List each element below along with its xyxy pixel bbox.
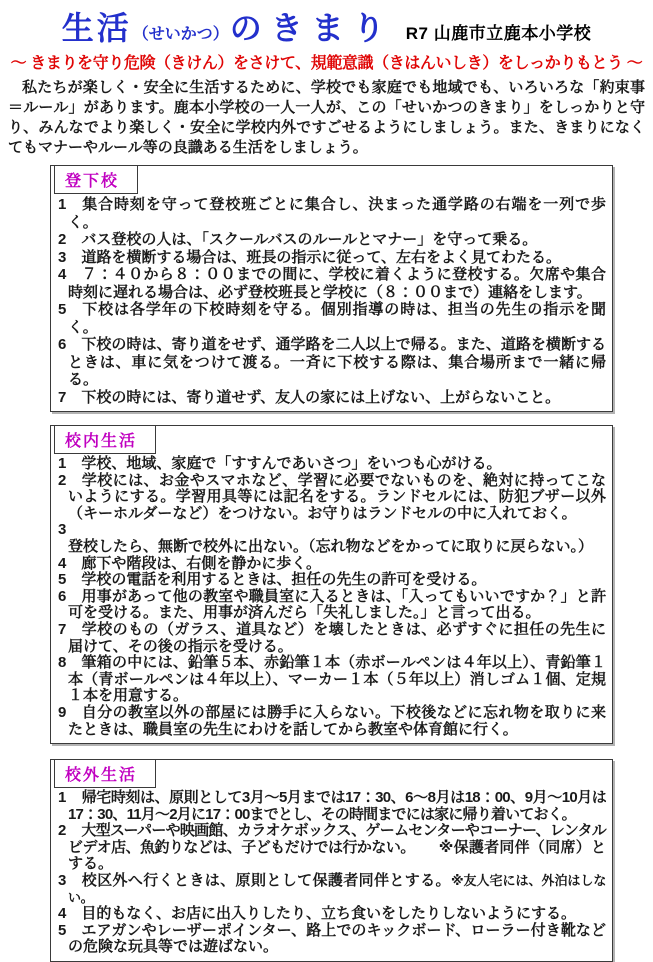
item-number: 7 — [58, 620, 67, 638]
item-text: バス登校の人は、「スクールバスのルールとマナー」を守って乗る。 — [81, 231, 538, 248]
rule-item — [58, 456, 606, 473]
item-number: 1 — [58, 196, 67, 213]
title-line — [0, 3, 653, 49]
item-number: 5 — [58, 301, 67, 318]
item-number: 2 — [58, 231, 67, 248]
sections — [0, 165, 653, 962]
rule-item — [58, 572, 606, 589]
item-text: エアガンやレーザーポインター、路上でのキックボード、ローラー付き靴などの危険な玩具等では遊ばない。 — [68, 921, 606, 956]
item-number: 2 — [58, 822, 67, 840]
item-number: 4 — [58, 266, 67, 283]
item-number: 5 — [58, 921, 67, 939]
rule-item — [58, 655, 606, 705]
item-number: 5 — [58, 571, 67, 589]
item-text: 下校は各学年の下校時刻を守る。個別指導の時は、担当の先生の指示を聞く。 — [68, 301, 606, 336]
section-box — [50, 165, 613, 412]
rule-item — [58, 249, 606, 267]
rule-item — [58, 556, 606, 573]
section-heading-label: 校外生活 — [65, 767, 138, 785]
section-heading — [54, 166, 138, 194]
intro-paragraph: 私たちが楽しく・安全に生活するために、学校でも家庭でも地域でも、いろいろな「約束事＝ルール」があります。鹿本小学校の一人一人が、この「せいかつのきまり」をしっかりと守り、みんなでより楽しく・安全に学校内外ですごせるようにしましょう。また、きまりになくてもマナーやルール等の良識ある生活をしましょう。 — [8, 79, 645, 156]
rule-item — [58, 301, 606, 336]
section-body — [51, 454, 612, 743]
item-text: 用事があって他の教室や職員室に入るときは、「入ってもいいですか？」と許可を受ける。また、用事が済んだら「失礼しました。」と言って出る。 — [68, 587, 606, 622]
item-number: 1 — [58, 455, 67, 472]
item-text: 学校のもの（ガラス、道具など）を壊したときは、必ずすぐに担任の先生に届けて、その後の指示を受ける。 — [68, 620, 606, 655]
item-text: 登校したら、無断で校外に出ない。（忘れ物などをかってに取りに戻らない。） — [68, 537, 594, 555]
section-box — [50, 425, 613, 744]
item-text: 道路を横断する場合は、班長の指示に従って、左右をよく見てわたる。 — [81, 248, 562, 266]
item-text: 自分の教室以外の部屋には勝手に入らない。下校後などに忘れ物を取りに来たときは、職員室の先生にわけを話してから教室や体育館に行く。 — [68, 703, 606, 738]
item-text: 廊下や階段は、右側を静かに歩く。 — [81, 554, 322, 572]
item-note: ※保護者同伴（同席）とする。 — [68, 838, 606, 873]
section-body — [51, 194, 612, 411]
item-number: 4 — [58, 554, 67, 572]
rule-item — [58, 589, 606, 622]
section-heading-label: 校内生活 — [65, 433, 138, 450]
item-number: 3 — [58, 521, 67, 539]
rule-item — [58, 622, 606, 655]
rule-item — [58, 266, 606, 301]
section-heading — [54, 760, 156, 788]
item-number: 8 — [58, 654, 67, 672]
section-box — [50, 759, 613, 962]
rule-item — [58, 823, 606, 873]
item-number: 3 — [58, 872, 67, 890]
school-name: R7 山鹿市立鹿本小学校 — [405, 24, 592, 43]
item-number: 7 — [58, 388, 67, 406]
rule-item — [58, 923, 606, 956]
section-heading — [54, 426, 156, 454]
item-text: 学校、地域、家庭で「すすんであいさつ」をいつも心がける。 — [81, 455, 502, 472]
item-text: 下校の時は、寄り道をせず、通学路を二人以上で帰る。また、道路を横断するときは、車に気をつけて渡る。一斉に下校する際は、集合場所まで一緒に帰る。 — [68, 336, 606, 388]
rule-item — [58, 336, 606, 389]
rule-item — [58, 522, 606, 555]
item-text: 学校には、お金やスマホなど、学習に必要でないものを、絶対に持ってこないようにする。学習用具等には記名をする。ランドセルには、防犯ブザー以外（キーホルダーなど）をつけない。お守りはランドセルの中に入れておく。 — [68, 471, 606, 522]
item-text: ７：４０から８：００までの間に、学校に着くように登校する。欠席や集合時刻に遅れる場合は、必ず登校班長と学校に（８：００まで）連絡をします。 — [68, 266, 606, 301]
rule-item — [58, 389, 606, 407]
item-number: 6 — [58, 336, 67, 353]
item-number: 6 — [58, 587, 67, 605]
rule-item — [58, 473, 606, 523]
page-title-ruby: （せいかつ） — [132, 26, 229, 43]
section-body — [51, 788, 612, 961]
section-heading-label: 登下校 — [65, 173, 120, 190]
rule-item — [58, 906, 606, 923]
item-number: 1 — [58, 789, 67, 807]
document-page — [0, 3, 653, 956]
item-number: 4 — [58, 905, 67, 923]
page-title-rest: のきまり — [229, 10, 394, 46]
item-text: 目的もなく、お店に出入りしたり、立ち食いをしたりしないようにする。 — [81, 905, 577, 923]
item-number: 2 — [58, 471, 67, 489]
rule-item — [58, 790, 606, 823]
item-text: 筆箱の中には、鉛筆５本、赤鉛筆１本（赤ボールペンは４年以上）、青鉛筆１本（青ボールペンは４年以上）、マーカー１本（５年以上）消しゴム１個、定規１本を用意する。 — [68, 654, 606, 705]
rule-item — [58, 196, 606, 231]
rule-item — [58, 705, 606, 738]
item-text: 下校の時には、寄り道せず、友人の家には上げない、上がらないこと。 — [81, 388, 561, 406]
item-number: 9 — [58, 703, 67, 721]
page-title: 生活 — [61, 10, 132, 46]
item-text: 学校の電話を利用するときは、担任の先生の許可を受ける。 — [81, 571, 487, 589]
rule-item — [58, 231, 606, 249]
item-text: 大型スーパーや映画館、カラオケボックス、ゲームセンターやコーナー、レンタルビデオ店、魚釣りなどは、子どもだけでは行かない。 — [68, 822, 606, 856]
rule-item — [58, 873, 606, 906]
item-number: 3 — [58, 248, 67, 266]
item-text: 帰宅時刻は、原則として3月～5月までは17：30、6～8月は18：00、9月～10月は17：30、11月～2月に17：00までとし、その時間までには家に帰り着いておく。 — [68, 789, 606, 823]
item-text: 校区外へ行くときは、原則として保護者同伴とする。 — [81, 872, 451, 890]
item-inline-note: ※友人宅には、外泊はしない。 — [68, 873, 606, 905]
item-text: 集合時刻を守って登校班ごとに集合し、決まった通学路の右端を一列で歩く。 — [68, 196, 606, 231]
document-header — [0, 3, 653, 73]
subtitle: ～ きまりを守り危険（きけん）をさけて、規範意識（きはんいしき）をしっかりもとう ～ — [10, 55, 643, 72]
